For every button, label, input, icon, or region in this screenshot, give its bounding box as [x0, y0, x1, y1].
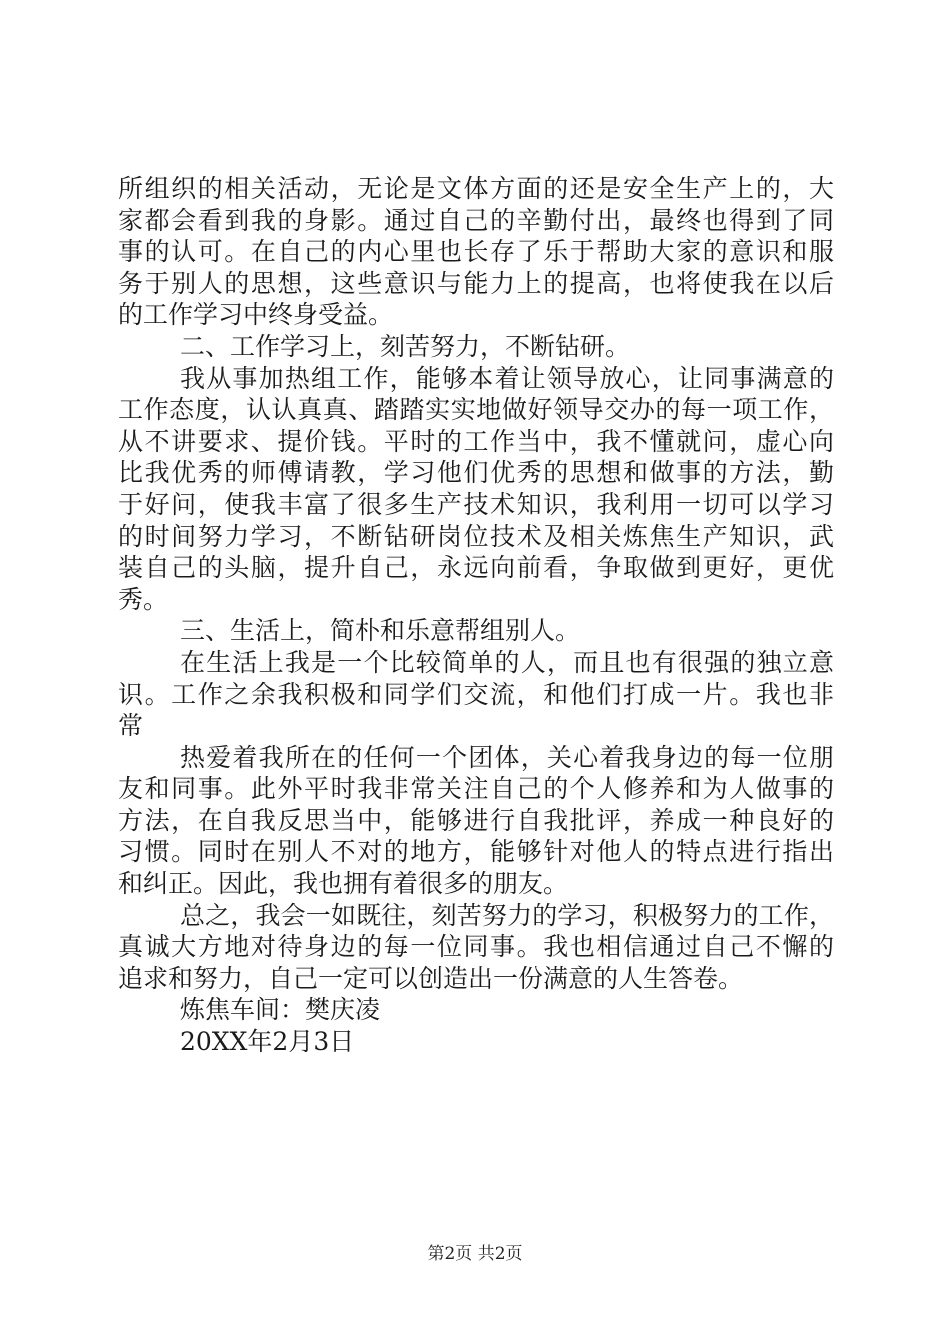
body-line: 和纠正。因此，我也拥有着很多的朋友。	[118, 869, 569, 899]
body-line: 识。工作之余我积极和同学们交流，和他们打成一片。我也非	[118, 679, 834, 709]
body-line: 追求和努力，自己一定可以创造出一份满意的人生答卷。	[118, 963, 744, 993]
body-line: 友和同事。此外平时我非常关注自己的个人修养和为人做事的	[118, 774, 834, 804]
body-line: 从不讲要求、提价钱。平时的工作当中，我不懂就问，虚心向	[118, 426, 834, 456]
section-heading: 二、工作学习上，刻苦努力，不断钻研。	[180, 331, 631, 361]
body-line: 秀。	[118, 584, 169, 614]
body-line: 习惯。同时在别人不对的地方，能够针对他人的特点进行指出	[118, 837, 834, 867]
body-line: 真诚大方地对待身边的每一位同事。我也相信通过自己不懈的	[118, 932, 834, 962]
signature-date: 20XX年2月3日	[180, 1027, 355, 1057]
body-line: 比我优秀的师傅请教，学习他们优秀的思想和做事的方法，勤	[118, 458, 834, 488]
body-line: 方法，在自我反思当中，能够进行自我批评，养成一种良好的	[118, 805, 834, 835]
body-line: 装自己的头脑，提升自己，永远向前看，争取做到更好，更优	[118, 553, 834, 583]
body-line: 务于别人的思想，这些意识与能力上的提高，也将使我在以后	[118, 268, 834, 298]
body-line: 热爱着我所在的任何一个团体，关心着我身边的每一位朋	[180, 742, 834, 772]
page-number-footer: 第2页 共2页	[427, 1244, 523, 1264]
body-line: 的工作学习中终身受益。	[118, 300, 394, 330]
section-heading: 三、生活上，简朴和乐意帮组别人。	[180, 616, 581, 646]
body-line: 所组织的相关活动，无论是文体方面的还是安全生产上的，大	[118, 174, 834, 203]
body-line: 事的认可。在自己的内心里也长存了乐于帮助大家的意识和服	[118, 237, 834, 267]
body-line: 常	[118, 711, 144, 741]
body-line: 家都会看到我的身影。通过自己的辛勤付出，最终也得到了同	[118, 205, 834, 235]
body-line: 在生活上我是一个比较简单的人，而且也有很强的独立意	[180, 647, 834, 677]
body-line: 的时间努力学习，不断钻研岗位技术及相关炼焦生产知识，武	[118, 521, 834, 551]
body-line: 于好问，使我丰富了很多生产技术知识，我利用一切可以学习	[118, 489, 834, 519]
body-line: 我从事加热组工作，能够本着让领导放心，让同事满意的	[180, 363, 834, 393]
document-body	[118, 173, 834, 1058]
signature-department: 炼焦车间：樊庆凌	[180, 995, 381, 1025]
body-line: 总之，我会一如既往，刻苦努力的学习，积极努力的工作，	[180, 900, 834, 930]
body-line: 工作态度，认认真真、踏踏实实地做好领导交办的每一项工作，	[118, 395, 834, 425]
